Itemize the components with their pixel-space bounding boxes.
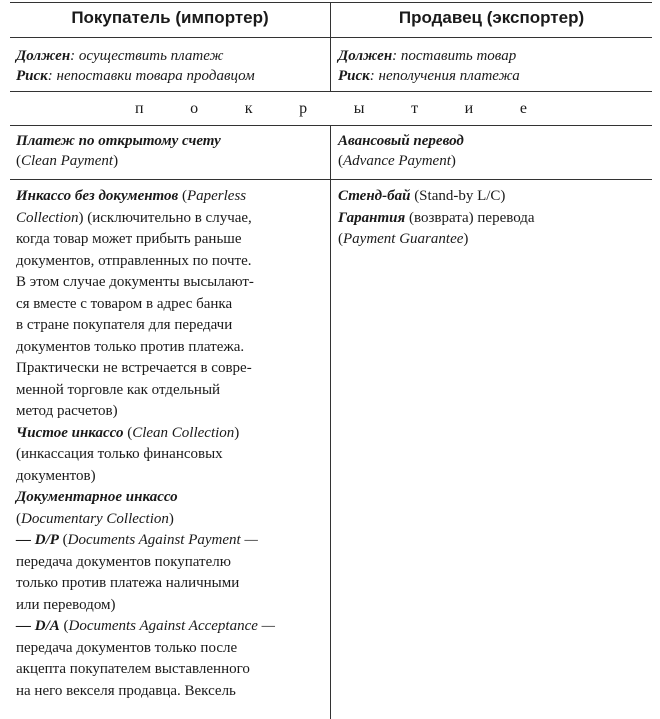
seller-must-text: : поставить товар [392, 48, 517, 64]
obligations-bottom-rule [10, 91, 652, 92]
text-line: документов только против платежа. [16, 338, 245, 355]
text-line: на него векселя продавца. Вексель [16, 682, 236, 699]
row1-bottom-rule [10, 179, 652, 180]
open-account-english: Clean Payment [21, 153, 114, 169]
buyer-risk-text: : непоставки товара продавцом [47, 68, 255, 84]
text-line: ) (исключительно в случае, [78, 209, 252, 226]
seller-risk-label: Риск [338, 68, 370, 84]
advance-payment-cell [338, 131, 464, 171]
open-account-cell [16, 131, 221, 171]
buyer-column-header: Покупатель (импортер) [71, 8, 269, 27]
text-line: метод расчетов) [16, 403, 118, 419]
paren: ( [58, 532, 68, 548]
clean-collection-english: Clean Collection [132, 424, 235, 441]
paren: ( [338, 231, 343, 247]
text-line: (Stand-by L/C) [410, 188, 506, 204]
paren: ) [450, 153, 456, 169]
coverage-letter: к [244, 100, 253, 117]
text-line: ся вместе с товаром в адрес банка [16, 295, 233, 312]
coverage-heading [10, 100, 652, 118]
da-english: Documents Against Acceptance — [68, 618, 275, 634]
coverage-letter: е [519, 100, 527, 117]
text-line: документов) [16, 467, 96, 484]
paperless-english-cont: Collection [16, 209, 79, 226]
text-line: менной торговле как отдельный [16, 381, 221, 398]
paren: ) [234, 424, 240, 441]
text-line: (возврата) перевода [405, 209, 535, 226]
paren: ( [59, 618, 69, 634]
paperless-english: Paperless [186, 188, 247, 204]
paren: ) [113, 153, 119, 169]
buyer-risk-label: Риск [16, 68, 48, 84]
open-account-title: Платеж по открытому счету [16, 133, 221, 149]
seller-risk-text: : неполучения платежа [369, 68, 520, 84]
text-line: только против платежа наличными [16, 575, 240, 591]
standby-title: Стенд-бай [338, 188, 411, 204]
coverage-letter: т [411, 100, 419, 117]
buyer-must-text: : осуществить платеж [70, 48, 224, 64]
seller-obligations [338, 46, 520, 86]
buyer-obligations [16, 46, 255, 86]
paren: ( [178, 188, 187, 204]
text-line: в стране покупателя для передачи [16, 317, 233, 333]
coverage-bottom-rule [10, 125, 652, 126]
da-title: — D/A [16, 618, 60, 634]
text-line: документов, отправленных по почте. [16, 252, 252, 269]
paren: ( [338, 153, 343, 169]
paren: ) [168, 510, 174, 527]
paren: ( [123, 424, 133, 441]
text-line: или переводом) [16, 596, 116, 613]
text-line: акцепта покупателем выставленного [16, 661, 250, 677]
dp-title: — D/P [16, 532, 59, 548]
documentary-collection-english: Documentary Collection [21, 510, 169, 527]
table-top-rule [10, 2, 652, 3]
seller-must-label: Должен [338, 48, 393, 64]
advance-payment-english: Advance Payment [343, 153, 451, 169]
dp-english: Documents Against Payment — [67, 532, 258, 548]
text-line: Практически не встречается в совре- [16, 360, 252, 376]
header-bottom-rule [10, 37, 652, 38]
guarantee-title: Гарантия [338, 209, 406, 226]
text-line: В этом случае документы высылают- [16, 274, 254, 290]
paren: ) [463, 231, 469, 247]
column-divider-body [330, 125, 331, 719]
paren: ( [16, 510, 21, 527]
buyer-must-label: Должен [16, 48, 71, 64]
coverage-letter: п [135, 100, 144, 117]
standby-guarantee-cell [338, 186, 535, 251]
collection-cell [16, 186, 275, 702]
text-line: (инкассация только финансовых [16, 446, 223, 462]
seller-column-header: Продавец (экспортер) [398, 8, 585, 27]
paperless-collection-title: Инкассо без документов [16, 188, 179, 204]
coverage-letter: и [464, 100, 474, 117]
payment-methods-table [10, 0, 652, 719]
clean-collection-title: Чистое инкассо [16, 424, 124, 441]
guarantee-english: Payment Guarantee [343, 231, 464, 247]
text-line: передача документов только после [16, 639, 238, 656]
coverage-letter: р [299, 100, 308, 117]
advance-payment-title: Авансовый перевод [338, 133, 464, 149]
coverage-letter: о [190, 100, 199, 117]
documentary-collection-title: Документарное инкассо [16, 489, 178, 505]
text-line: передача документов покупателю [16, 553, 231, 570]
text-line: когда товар может прибыть раньше [16, 231, 242, 247]
coverage-letter: ы [353, 100, 365, 117]
paren: ( [16, 153, 21, 169]
